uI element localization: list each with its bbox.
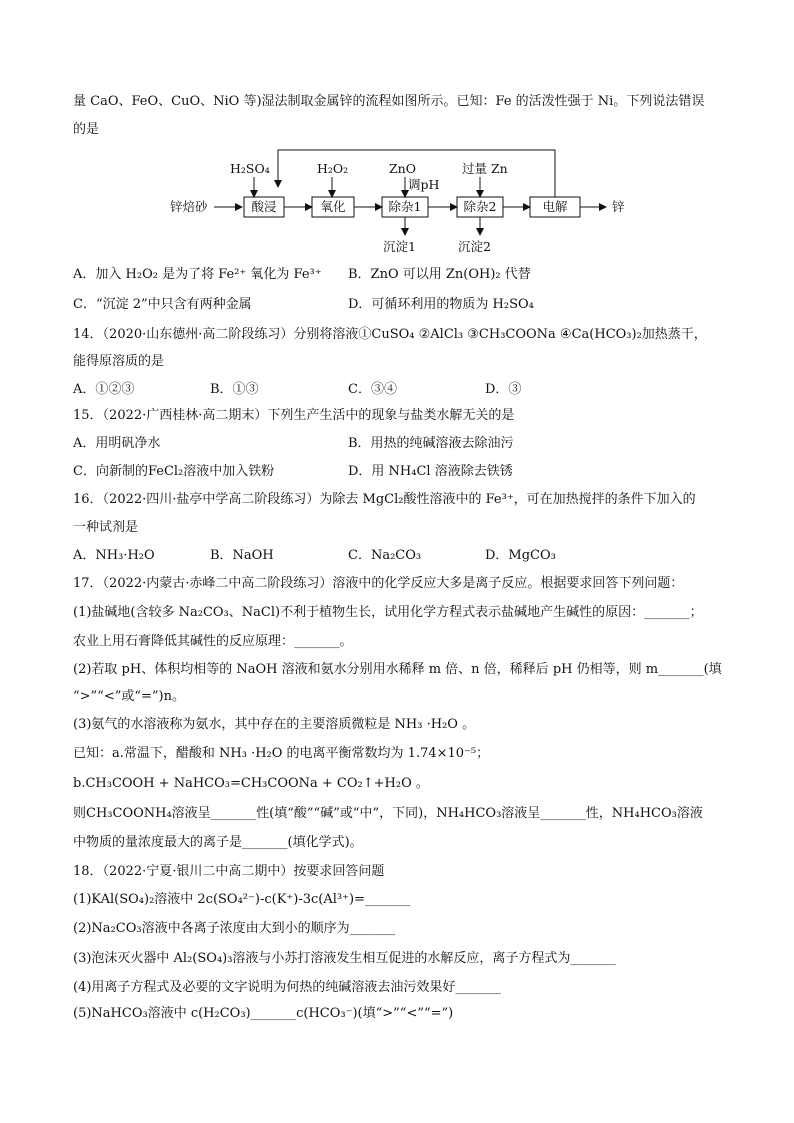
q17-part3: (3)氨气的水溶液称为氨水，其中存在的主要溶质微粒是 NH₃ ·H₂O 。 — [73, 717, 476, 732]
q17-part1-line1: (1)盐碱地(含较多 Na₂CO₃、NaCl)不利于植物生长，试用化学方程式表示盐碱地产生碱性的原因：_______； — [73, 605, 703, 620]
q17-conclusion-2: 中物质的量浓度最大的离子是_______(填化学式)。 — [73, 835, 363, 850]
q18-part5: (5)NaHCO₃溶液中 c(H₂CO₃)_______c(HCO₃⁻)(填“>”“<”“=”) — [73, 1006, 454, 1021]
label-acid-leach: 酸浸 — [251, 199, 277, 214]
q16-option-b: B．NaOH — [210, 548, 274, 563]
q18-part4: (4)用离子方程式及必要的文字说明为何热的纯碱溶液去油污效果好_______ — [73, 980, 501, 995]
intro-line-1: 量 CaO、FeO、CuO、NiO 等)湿法制取金属锌的流程如图所示。已知：Fe 的活泼性强于 Ni。下列说法错误 — [73, 94, 705, 109]
q13-option-b: B．ZnO 可以用 Zn(OH)₂ 代替 — [348, 267, 531, 282]
q14-stem-2: 能得原溶质的是 — [73, 354, 165, 369]
q17-part2-line1: (2)若取 pH、体积均相等的 NaOH 溶液和氨水分别用水稀释 m 倍、n 倍，稀释后 pH 仍相等，则 m_______(填 — [73, 662, 722, 677]
q14-option-a: A．①②③ — [73, 382, 135, 397]
label-precipitate-1: 沉淀1 — [383, 239, 416, 254]
q14-option-c: C．③④ — [348, 382, 397, 397]
q17-stem: 17．（2022·内蒙古·赤峰二中高二阶段练习）溶液中的化学反应大多是离子反应。根据要求回答下列问题： — [73, 576, 684, 591]
q18-stem: 18．（2022·宁夏·银川二中高二期中）按要求回答问题 — [73, 864, 385, 879]
q18-part3: (3)泡沫灭火器中 Al₂(SO₄)₃溶液与小苏打溶液发生相互促进的水解反应，离子方程式为_______ — [73, 951, 616, 966]
q16-option-d: D．MgCO₃ — [485, 548, 556, 563]
reagent-acid: H₂SO₄ — [230, 161, 270, 176]
zinc-process-flowchart — [160, 145, 640, 257]
q15-stem: 15．（2022·广西桂林·高二期末）下列生产生活中的现象与盐类水解无关的是 — [73, 408, 515, 423]
label-oxidation: 氧化 — [320, 199, 346, 214]
q18-part2: (2)Na₂CO₃溶液中各离子浓度由大到小的顺序为_______ — [73, 921, 396, 936]
reagent-oxidant: H₂O₂ — [317, 161, 349, 176]
q17-conclusion-1: 则CH₃COONH₄溶液呈_______性(填“酸”“碱”或“中”，下同)，NH₄HCO₃溶液呈_______性，NH₄HCO₃溶液 — [73, 806, 703, 821]
q13-option-c: C．“沉淀 2”中只含有两种金属 — [73, 297, 252, 312]
reagent-zno: ZnO — [389, 161, 416, 176]
intro-line-2: 的是 — [73, 122, 100, 137]
label-precipitate-2: 沉淀2 — [458, 239, 491, 254]
q17-part1-line2: 农业上用石膏降低其碱性的反应原理：_______。 — [73, 634, 353, 649]
label-electrolysis: 电解 — [542, 199, 568, 214]
label-purify-1: 除杂1 — [388, 199, 422, 214]
q14-option-d: D．③ — [485, 382, 522, 397]
q14-option-b: B．①③ — [210, 382, 259, 397]
q16-option-a: A．NH₃·H₂O — [73, 548, 155, 563]
label-purify-2: 除杂2 — [463, 199, 497, 214]
q15-option-d: D．用 NH₄Cl 溶液除去铁锈 — [348, 464, 513, 479]
reagent-ph: 调pH — [408, 177, 440, 192]
q17-known-a: 已知：a.常温下，醋酸和 NH₃ ·H₂O 的电离平衡常数均为 1.74×10⁻⁵； — [73, 746, 490, 761]
q17-known-b: b.CH₃COOH + NaHCO₃=CH₃COONa + CO₂↑+H₂O 。 — [73, 776, 429, 791]
reagent-zn: 过量 Zn — [462, 161, 508, 176]
q13-option-d: D．可循环利用的物质为 H₂SO₄ — [348, 297, 534, 312]
label-end: 锌 — [612, 199, 625, 214]
label-start: 锌焙砂 — [170, 199, 208, 214]
q17-part2-line2: “>”“<”或“=”)n。 — [73, 689, 185, 704]
q15-option-b: B．用热的纯碱溶液去除油污 — [348, 436, 514, 451]
q15-option-a: A．用明矾净水 — [73, 436, 161, 451]
q16-option-c: C．Na₂CO₃ — [348, 548, 422, 563]
q13-option-a: A．加入 H₂O₂ 是为了将 Fe²⁺ 氧化为 Fe³⁺ — [73, 267, 322, 282]
q16-stem-1: 16．（2022·四川·盐亭中学高二阶段练习）为除去 MgCl₂酸性溶液中的 Fe³⁺，可在加热搅拌的条件下加入的 — [73, 492, 696, 507]
q18-part1: (1)KAl(SO₄)₂溶液中 2c(SO₄²⁻)-c(K⁺)-3c(Al³⁺)=_______ — [73, 892, 411, 907]
q15-option-c: C．向新制的FeCl₂溶液中加入铁粉 — [73, 464, 275, 479]
q16-stem-2: 一种试剂是 — [73, 520, 139, 535]
q14-stem-1: 14．（2020·山东德州·高二阶段练习）分别将溶液①CuSO₄ ②AlCl₃ ③CH₃COONa ④Ca(HCO₃)₂加热蒸干， — [73, 327, 707, 342]
